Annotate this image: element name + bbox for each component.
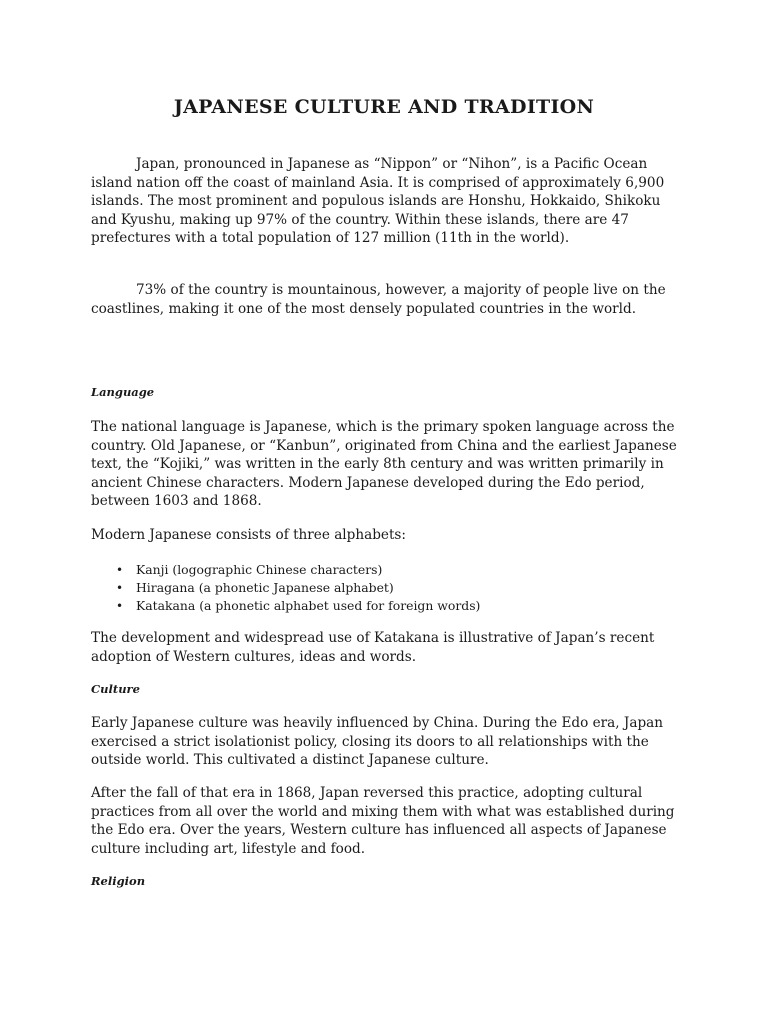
- intro-paragraph-1: Japan, pronounced in Japanese as “Nippon” or “Nihon”, is a Pacific Ocean island nation off the coast of mainland Asia. It is comprised of approximately 6,900 islands. The most prominent and populous islands are Honshu, Hokkaido, Shikoku and Kyushu, making up 97% of the country. Within these islands, there are 47 prefectures with a total population of 127 million (11th in the world).: [91, 156, 665, 246]
- language-paragraph-3: The development and widespread use of Katakana is illustrative of Japan’s recent adoption of Western cultures, ideas and words.: [91, 630, 655, 665]
- list-item: [91, 579, 681, 597]
- list-item: [91, 561, 681, 579]
- culture-paragraph-1: Early Japanese culture was heavily influenced by China. During the Edo era, Japan exercised a strict isolationist policy, closing its doors to all relationships with the outside world. This cultivated a distinct Japanese culture.: [91, 715, 663, 768]
- bullet-icon: •: [116, 581, 124, 595]
- section-heading-language: Language: [91, 385, 155, 399]
- section-heading-culture: Culture: [91, 682, 140, 696]
- bullet-icon: •: [116, 599, 124, 613]
- list-item-text: Kanji (logographic Chinese characters): [136, 562, 383, 577]
- language-paragraph-2: Modern Japanese consists of three alphabets:: [91, 527, 406, 543]
- intro-paragraph-2: 73% of the country is mountainous, however, a majority of people live on the coastlines, making it one of the most densely populated countries in the world.: [91, 282, 666, 317]
- document-title: JAPANESE CULTURE AND TRADITION: [173, 96, 595, 118]
- list-item-text: Hiragana (a phonetic Japanese alphabet): [136, 580, 394, 595]
- list-item-text: Katakana (a phonetic alphabet used for foreign words): [136, 598, 481, 613]
- section-heading-religion: Religion: [91, 874, 146, 888]
- bullet-icon: •: [116, 563, 124, 577]
- list-item: [91, 597, 681, 615]
- culture-paragraph-2: After the fall of that era in 1868, Japan reversed this practice, adopting cultural practices from all over the world and mixing them with what was established during the Edo era. Over the years, Western culture has influenced all aspects of Japanese culture including art, lifestyle and food.: [91, 785, 675, 857]
- language-paragraph-1: The national language is Japanese, which is the primary spoken language across the country. Old Japanese, or “Kanbun”, originated from China and the earliest Japanese text, the “Kojiki,” was written in the early 8th century and was written primarily in ancient Chinese characters. Modern Japanese developed during the Edo period, between 1603 and 1868.: [91, 419, 677, 509]
- alphabet-list: [91, 561, 681, 615]
